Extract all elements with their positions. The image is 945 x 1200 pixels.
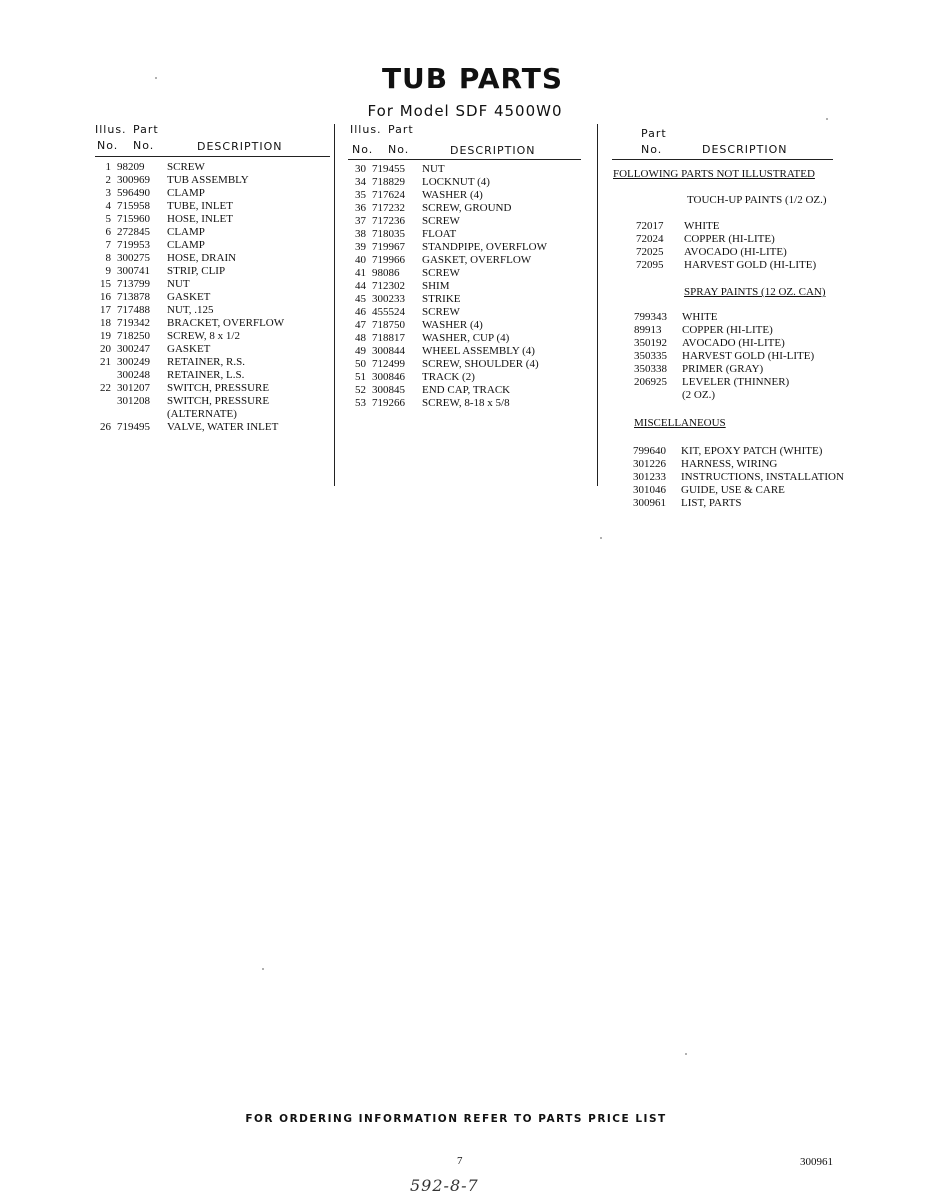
part-description: INSTRUCTIONS, INSTALLATION — [681, 471, 844, 483]
part-description: NUT, .125 — [167, 304, 214, 316]
part-description: SCREW, 8-18 x 5/8 — [422, 397, 510, 409]
part-number: 350338 — [634, 363, 667, 375]
part-description: (2 OZ.) — [682, 389, 715, 401]
part-description: LOCKNUT (4) — [422, 176, 490, 188]
part-number: 717232 — [372, 202, 405, 214]
parts-row — [95, 174, 330, 187]
header-rule — [95, 156, 330, 157]
part-description: GASKET, OVERFLOW — [422, 254, 532, 266]
part-number: 717624 — [372, 189, 405, 201]
part-description: TUB ASSEMBLY — [167, 174, 249, 186]
illus-no-header: No. — [97, 139, 119, 152]
part-description: SCREW, SHOULDER (4) — [422, 358, 539, 370]
part-number: 301046 — [633, 484, 666, 496]
page-number: 7 — [457, 1155, 463, 1167]
parts-row — [350, 163, 585, 176]
header-rule — [348, 159, 581, 160]
part-description: COPPER (HI-LITE) — [684, 233, 775, 245]
header-rule — [612, 159, 833, 160]
part-description: GASKET — [167, 343, 211, 355]
parts-row — [95, 187, 330, 200]
parts-row — [95, 278, 330, 291]
illus-header-top: Illus. — [95, 123, 127, 136]
part-description: BRACKET, OVERFLOW — [167, 317, 285, 329]
scan-speck — [600, 537, 602, 539]
illus-number: 7 — [105, 239, 111, 251]
part-description: CLAMP — [167, 226, 205, 238]
part-description: WHEEL ASSEMBLY (4) — [422, 345, 535, 357]
part-number: 206925 — [634, 376, 667, 388]
parts-row — [633, 471, 863, 484]
part-number: 300844 — [372, 345, 405, 357]
parts-row — [95, 382, 330, 395]
part-number: 712499 — [372, 358, 405, 370]
part-number: 301233 — [633, 471, 666, 483]
part-description: LIST, PARTS — [681, 497, 742, 509]
illus-number: 19 — [100, 330, 111, 342]
part-number: 713878 — [117, 291, 150, 303]
part-description: KIT, EPOXY PATCH (WHITE) — [681, 445, 823, 457]
part-header-top: Part — [641, 127, 667, 140]
part-description: PRIMER (GRAY) — [682, 363, 764, 375]
parts-row — [350, 293, 585, 306]
illus-number: 40 — [355, 254, 366, 266]
parts-row — [636, 220, 856, 233]
parts-row — [350, 215, 585, 228]
part-number: 718250 — [117, 330, 150, 342]
parts-row — [350, 332, 585, 345]
illus-number: 47 — [355, 319, 366, 331]
part-description: AVOCADO (HI-LITE) — [684, 246, 787, 258]
description-header: DESCRIPTION — [197, 140, 283, 153]
part-number: 98209 — [117, 161, 145, 173]
parts-row — [95, 395, 330, 408]
part-description: END CAP, TRACK — [422, 384, 511, 396]
part-description: SHIM — [422, 280, 450, 292]
parts-row — [95, 161, 330, 174]
part-number: 719966 — [372, 254, 405, 266]
illus-number: 48 — [355, 332, 366, 344]
part-number: 717236 — [372, 215, 405, 227]
part-description: (ALTERNATE) — [167, 408, 237, 420]
parts-row — [95, 226, 330, 239]
parts-row — [634, 363, 854, 376]
parts-row — [350, 280, 585, 293]
part-header-top: Part — [388, 123, 414, 136]
illus-no-header: No. — [352, 143, 374, 156]
part-number: 72025 — [636, 246, 664, 258]
spray-paints-list — [634, 311, 854, 402]
part-description: STRIP, CLIP — [167, 265, 226, 277]
parts-row — [634, 337, 854, 350]
part-number: 72017 — [636, 220, 664, 232]
part-number: 300249 — [117, 356, 150, 368]
part-number: 455524 — [372, 306, 405, 318]
part-number: 300233 — [372, 293, 405, 305]
column-divider — [334, 124, 335, 486]
part-number: 300741 — [117, 265, 150, 277]
part-description: SCREW — [422, 306, 460, 318]
illus-number: 21 — [100, 356, 111, 368]
illus-number: 53 — [355, 397, 366, 409]
illus-number: 3 — [105, 187, 111, 199]
illus-number: 17 — [100, 304, 111, 316]
part-number: 300846 — [372, 371, 405, 383]
parts-row — [95, 408, 330, 421]
parts-row — [95, 304, 330, 317]
part-description: SCREW — [422, 215, 460, 227]
part-no-header: No. — [133, 139, 155, 152]
parts-row — [350, 202, 585, 215]
part-number: 717488 — [117, 304, 150, 316]
illus-number: 22 — [100, 382, 111, 394]
illus-number: 9 — [105, 265, 111, 277]
touchup-paints-heading: TOUCH-UP PAINTS (1/2 OZ.) — [687, 194, 827, 206]
part-number: 89913 — [634, 324, 662, 336]
part-number: 301226 — [633, 458, 666, 470]
part-number: 715960 — [117, 213, 150, 225]
illus-number: 1 — [105, 161, 111, 173]
part-number: 719266 — [372, 397, 405, 409]
part-description: FLOAT — [422, 228, 457, 240]
touchup-paints-list — [636, 220, 856, 272]
part-description: WASHER (4) — [422, 189, 483, 201]
parts-row — [350, 267, 585, 280]
part-description: GUIDE, USE & CARE — [681, 484, 785, 496]
scan-speck — [685, 1053, 687, 1055]
parts-row — [350, 254, 585, 267]
part-description: TRACK (2) — [422, 371, 475, 383]
parts-row — [95, 265, 330, 278]
part-description: HOSE, DRAIN — [167, 252, 237, 264]
part-description: LEVELER (THINNER) — [682, 376, 790, 388]
parts-row — [634, 324, 854, 337]
part-description: CLAMP — [167, 187, 205, 199]
parts-row — [95, 330, 330, 343]
illus-number: 26 — [100, 421, 111, 433]
part-description: SWITCH, PRESSURE — [167, 382, 270, 394]
illus-number: 2 — [105, 174, 111, 186]
part-description: TUBE, INLET — [167, 200, 233, 212]
part-description: NUT — [422, 163, 445, 175]
scan-speck — [155, 77, 157, 79]
parts-row — [350, 371, 585, 384]
parts-row — [95, 356, 330, 369]
part-number: 719495 — [117, 421, 150, 433]
part-description: SCREW, GROUND — [422, 202, 512, 214]
illus-number: 41 — [355, 267, 366, 279]
part-number: 799343 — [634, 311, 667, 323]
part-no-header: No. — [641, 143, 663, 156]
illus-number: 15 — [100, 278, 111, 290]
illus-number: 20 — [100, 343, 111, 355]
part-description: COPPER (HI-LITE) — [682, 324, 773, 336]
part-number: 300247 — [117, 343, 150, 355]
parts-row — [95, 317, 330, 330]
part-number: 596490 — [117, 187, 150, 199]
part-description: STRIKE — [422, 293, 461, 305]
illus-number: 52 — [355, 384, 366, 396]
part-description: GASKET — [167, 291, 211, 303]
miscellaneous-heading: MISCELLANEOUS — [634, 417, 726, 429]
part-description: HARVEST GOLD (HI-LITE) — [684, 259, 817, 271]
parts-row — [633, 497, 863, 510]
part-description: NUT — [167, 278, 190, 290]
part-description: STANDPIPE, OVERFLOW — [422, 241, 548, 253]
illus-number: 34 — [355, 176, 366, 188]
parts-row — [634, 311, 854, 324]
parts-row — [350, 241, 585, 254]
column-divider — [597, 124, 598, 486]
parts-row — [95, 343, 330, 356]
part-number: 350192 — [634, 337, 667, 349]
parts-row — [636, 233, 856, 246]
parts-row — [95, 421, 330, 434]
part-description: SWITCH, PRESSURE — [167, 395, 270, 407]
parts-row — [636, 246, 856, 259]
parts-row — [95, 369, 330, 382]
part-number: 718817 — [372, 332, 405, 344]
part-description: RETAINER, L.S. — [167, 369, 245, 381]
illus-number: 6 — [105, 226, 111, 238]
illus-number: 30 — [355, 163, 366, 175]
model-subtitle: For Model SDF 4500W0 — [367, 102, 563, 120]
illus-header-top: Illus. — [350, 123, 382, 136]
parts-row — [633, 458, 863, 471]
parts-row — [634, 350, 854, 363]
part-number: 799640 — [633, 445, 666, 457]
parts-row — [350, 189, 585, 202]
miscellaneous-list — [633, 445, 863, 510]
part-description: SCREW — [167, 161, 205, 173]
part-number: 718829 — [372, 176, 405, 188]
parts-row — [95, 239, 330, 252]
part-number: 300248 — [117, 369, 150, 381]
spray-paints-heading: SPRAY PAINTS (12 OZ. CAN) — [684, 286, 826, 298]
illus-number: 36 — [355, 202, 366, 214]
description-header: DESCRIPTION — [450, 144, 536, 157]
illus-number: 39 — [355, 241, 366, 253]
illus-number: 4 — [105, 200, 111, 212]
illus-number: 45 — [355, 293, 366, 305]
part-number: 718750 — [372, 319, 405, 331]
part-description: AVOCADO (HI-LITE) — [682, 337, 785, 349]
parts-list-col2 — [350, 163, 585, 410]
parts-row — [95, 291, 330, 304]
parts-row — [350, 319, 585, 332]
part-number: 300845 — [372, 384, 405, 396]
part-number: 718035 — [372, 228, 405, 240]
part-number: 272845 — [117, 226, 150, 238]
part-description: SCREW, 8 x 1/2 — [167, 330, 240, 342]
not-illustrated-heading: FOLLOWING PARTS NOT ILLUSTRATED — [613, 168, 815, 180]
parts-row — [350, 306, 585, 319]
part-no-header: No. — [388, 143, 410, 156]
part-description: WASHER, CUP (4) — [422, 332, 510, 344]
scan-speck — [826, 118, 828, 120]
part-description: WHITE — [684, 220, 720, 232]
illus-number: 44 — [355, 280, 366, 292]
ordering-info-note: FOR ORDERING INFORMATION REFER TO PARTS PRICE LIST — [245, 1113, 667, 1125]
illus-number: 49 — [355, 345, 366, 357]
part-description: HARVEST GOLD (HI-LITE) — [682, 350, 815, 362]
handwritten-note: 592-8-7 — [410, 1176, 479, 1195]
illus-number: 38 — [355, 228, 366, 240]
page-title: TUB PARTS — [381, 62, 564, 95]
illus-number: 8 — [105, 252, 111, 264]
parts-row — [636, 259, 856, 272]
part-description: CLAMP — [167, 239, 205, 251]
part-number: 98086 — [372, 267, 400, 279]
parts-row — [633, 484, 863, 497]
parts-row — [350, 345, 585, 358]
parts-row — [633, 445, 863, 458]
part-description: SCREW — [422, 267, 460, 279]
parts-row — [634, 376, 854, 389]
scan-speck — [262, 968, 264, 970]
part-description: WASHER (4) — [422, 319, 483, 331]
part-number: 72024 — [636, 233, 664, 245]
illus-number: 37 — [355, 215, 366, 227]
part-description: VALVE, WATER INLET — [167, 421, 279, 433]
illus-number: 16 — [100, 291, 111, 303]
part-number: 712302 — [372, 280, 405, 292]
part-header-top: Part — [133, 123, 159, 136]
parts-list-col1 — [95, 161, 330, 434]
illus-number: 35 — [355, 189, 366, 201]
part-description: RETAINER, R.S. — [167, 356, 245, 368]
illus-number: 50 — [355, 358, 366, 370]
description-header: DESCRIPTION — [702, 143, 788, 156]
parts-row — [350, 176, 585, 189]
parts-row — [95, 252, 330, 265]
part-number: 715958 — [117, 200, 150, 212]
part-number: 300969 — [117, 174, 150, 186]
part-number: 719953 — [117, 239, 150, 251]
parts-row — [350, 384, 585, 397]
part-number: 300275 — [117, 252, 150, 264]
parts-row — [95, 213, 330, 226]
part-description: HARNESS, WIRING — [681, 458, 778, 470]
parts-row — [95, 200, 330, 213]
part-number: 713799 — [117, 278, 150, 290]
part-number: 301207 — [117, 382, 150, 394]
document-number: 300961 — [800, 1156, 833, 1168]
part-description: HOSE, INLET — [167, 213, 233, 225]
part-number: 719967 — [372, 241, 405, 253]
parts-row — [350, 397, 585, 410]
part-number: 719342 — [117, 317, 150, 329]
part-number: 300961 — [633, 497, 666, 509]
part-number: 350335 — [634, 350, 667, 362]
part-number: 72095 — [636, 259, 664, 271]
illus-number: 51 — [355, 371, 366, 383]
parts-row — [350, 228, 585, 241]
part-number: 719455 — [372, 163, 405, 175]
illus-number: 5 — [105, 213, 111, 225]
parts-row — [350, 358, 585, 371]
part-number: 301208 — [117, 395, 150, 407]
part-description: WHITE — [682, 311, 718, 323]
illus-number: 18 — [100, 317, 111, 329]
parts-row — [634, 389, 854, 402]
illus-number: 46 — [355, 306, 366, 318]
